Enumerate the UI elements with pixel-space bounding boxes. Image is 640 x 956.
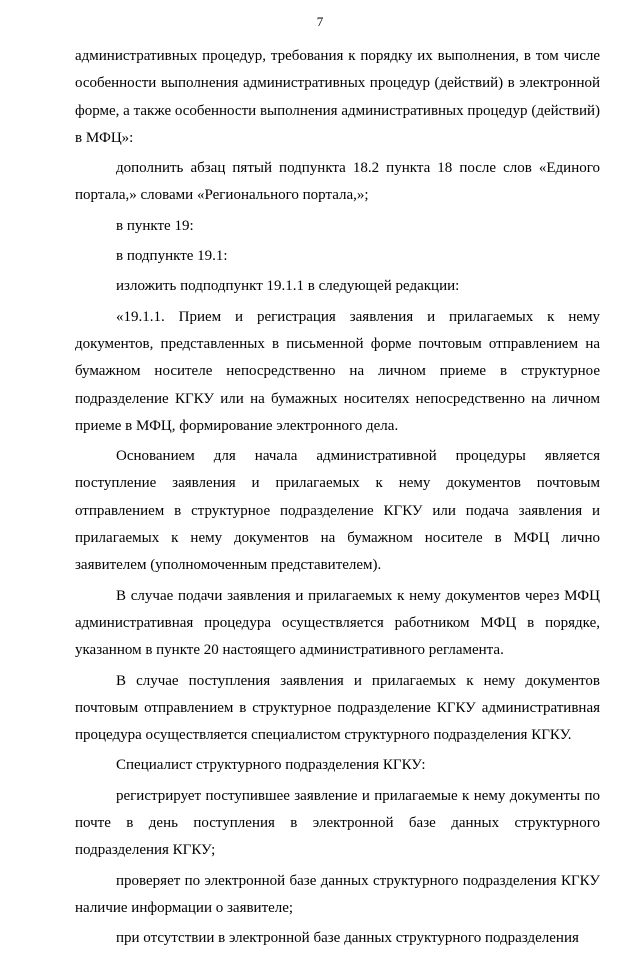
paragraph: В случае подачи заявления и прилагаемых к нему документов через МФЦ административная процедура осуществляется работником МФЦ в порядке, указанном в пункте 20 настоящего административного регламента. (75, 587, 600, 659)
paragraph: «19.1.1. Прием и регистрация заявления и прилагаемых к нему документов, представленных в письменной форме почтовым отправлением на бумажном носителе непосредственно на личном приеме в структурное подразделение КГКУ или на бумажных носителях непосредственно на личном приеме в МФЦ, формирование электронного дела. (75, 308, 600, 434)
paragraph: административных процедур, требования к порядку их выполнения, в том числе особенности выполнения административных процедур (действий) в электронной форме, а также особенности выполнения административных процедур (действий) в МФЦ»: (75, 48, 600, 146)
paragraph: В случае поступления заявления и прилагаемых к нему документов почтовым отправлением в структурное подразделение КГКУ административная процедура осуществляется специалистом структурного подразделения КГКУ. (75, 672, 600, 744)
page-number: 7 (316, 14, 324, 29)
paragraph: в пункте 19: (116, 217, 194, 234)
document-body (75, 43, 600, 956)
paragraph: дополнить абзац пятый подпункта 18.2 пункта 18 после слов «Единого портала,» словами «Регионального портала,»; (75, 160, 600, 204)
paragraph: проверяет по электронной базе данных структурного подразделения КГКУ наличие информации о заявителе; (75, 872, 600, 916)
paragraph: изложить подподпункт 19.1.1 в следующей редакции: (116, 278, 460, 295)
paragraph: Специалист структурного подразделения КГКУ: (116, 757, 426, 774)
paragraph: Основанием для начала административной процедуры является поступление заявления и прилагаемых к нему документов почтовым отправлением в структурное подразделение КГКУ или подача заявления и прилагаемых к нему документов на бумажном носителе в МФЦ лично заявителем (уполномоченным представителем). (75, 448, 600, 574)
paragraph: в подпункте 19.1: (116, 248, 228, 265)
paragraph: при отсутствии в электронной базе данных структурного подразделения (116, 930, 579, 947)
paragraph: регистрирует поступившее заявление и прилагаемые к нему документы по почте в день поступления в электронной базе данных структурного подразделения КГКУ; (75, 787, 600, 859)
